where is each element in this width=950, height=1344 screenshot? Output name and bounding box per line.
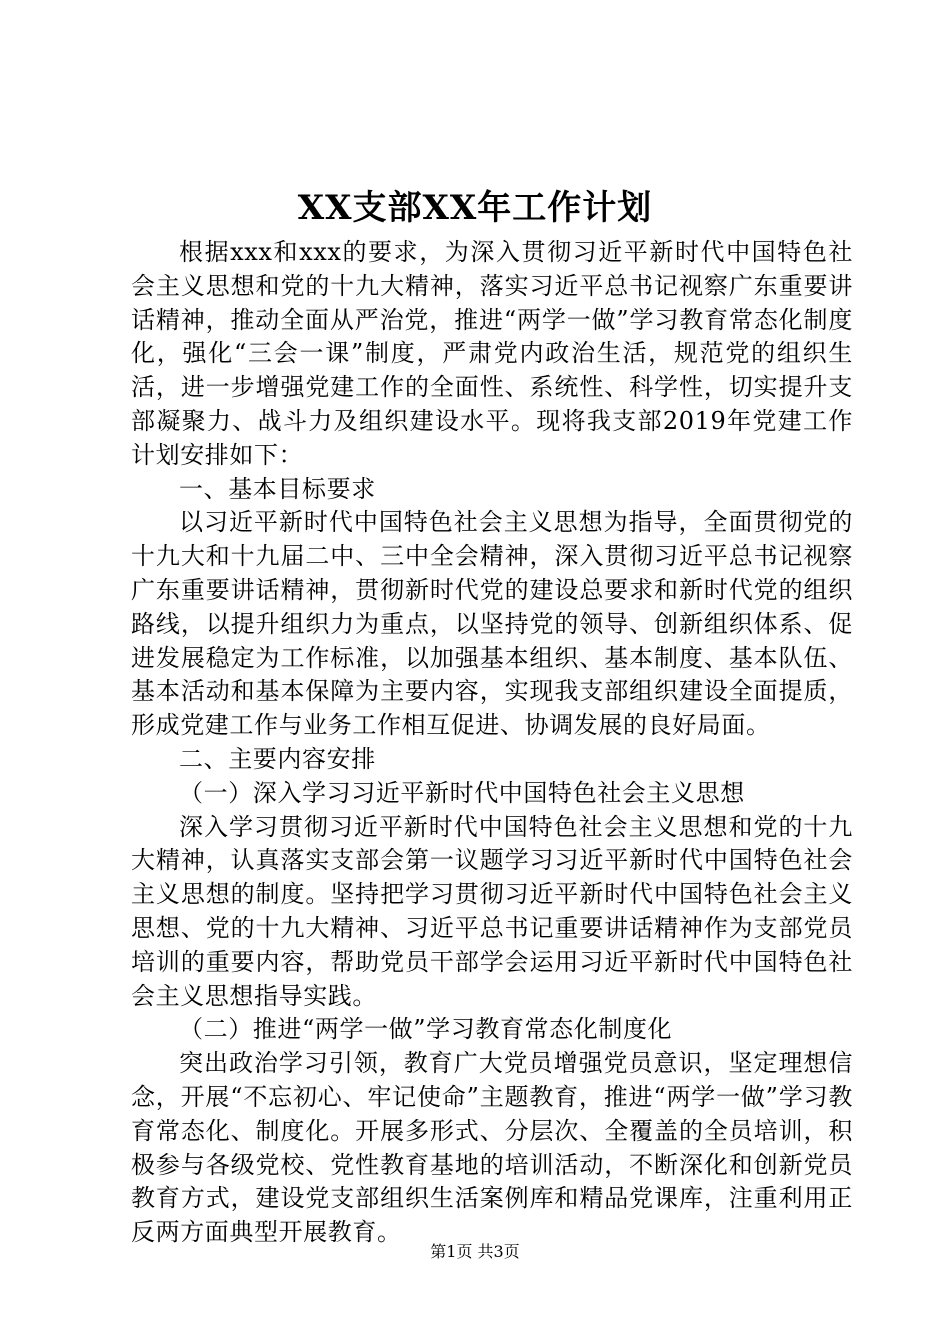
subsection-2-paragraph: 突出政治学习引领，教育广大党员增强党员意识，坚定理想信念，开展“不忘初心、牢记使命”主题教育，推进“两学一做”学习教育常态化、制度化。开展多形式、分层次、全覆盖的全员培训，积极参与各级党校、党性教育基地的培训活动，不断深化和创新党员教育方式，建设党支部组织生活案例库和精品党课库，注重利用正反两方面典型开展教育。 [131,1049,853,1247]
subsection-heading-1: （一）深入学习习近平新时代中国特色社会主义思想 [179,778,745,807]
section-heading-1: 一、基本目标要求 [179,474,376,503]
page-title: XX支部XX年工作计划 [297,188,653,228]
subsection-1-paragraph: 深入学习贯彻习近平新时代中国特色社会主义思想和党的十九大精神，认真落实支部会第一议题学习习近平新时代中国特色社会主义思想的制度。坚持把学习贯彻习近平新时代中国特色社会主义思想、党的十九大精神、习近平总书记重要讲话精神作为支部党员培训的重要内容，帮助党员干部学会运用习近平新时代中国特色社会主义思想指导实践。 [131,812,853,1010]
page-footer: 第1页 共3页 [430,1242,520,1261]
subsection-heading-2: （二）推进“两学一做”学习教育常态化制度化 [179,1015,673,1044]
intro-paragraph: 根据xxx和xxx的要求，为深入贯彻习近平新时代中国特色社会主义思想和党的十九大精神，落实习近平总书记视察广东重要讲话精神，推动全面从严治党，推进“两学一做”学习教育常态化制度化，强化“三会一课”制度，严肃党内政治生活，规范党的组织生活，进一步增强党建工作的全面性、系统性、科学性，切实提升支部凝聚力、战斗力及组织建设水平。现将我支部2019年党建工作计划安排如下： [131,238,853,469]
document-body [131,236,853,1250]
section-heading-2: 二、主要内容安排 [179,744,376,773]
section-1-paragraph: 以习近平新时代中国特色社会主义思想为指导，全面贯彻党的十九大和十九届二中、三中全会精神，深入贯彻习近平总书记视察广东重要讲话精神，贯彻新时代党的建设总要求和新时代党的组织路线，以提升组织力为重点，以坚持党的领导、创新组织体系、促进发展稳定为工作标准，以加强基本组织、基本制度、基本队伍、基本活动和基本保障为主要内容，实现我支部组织建设全面提质，形成党建工作与业务工作相互促进、协调发展的良好局面。 [131,508,853,740]
